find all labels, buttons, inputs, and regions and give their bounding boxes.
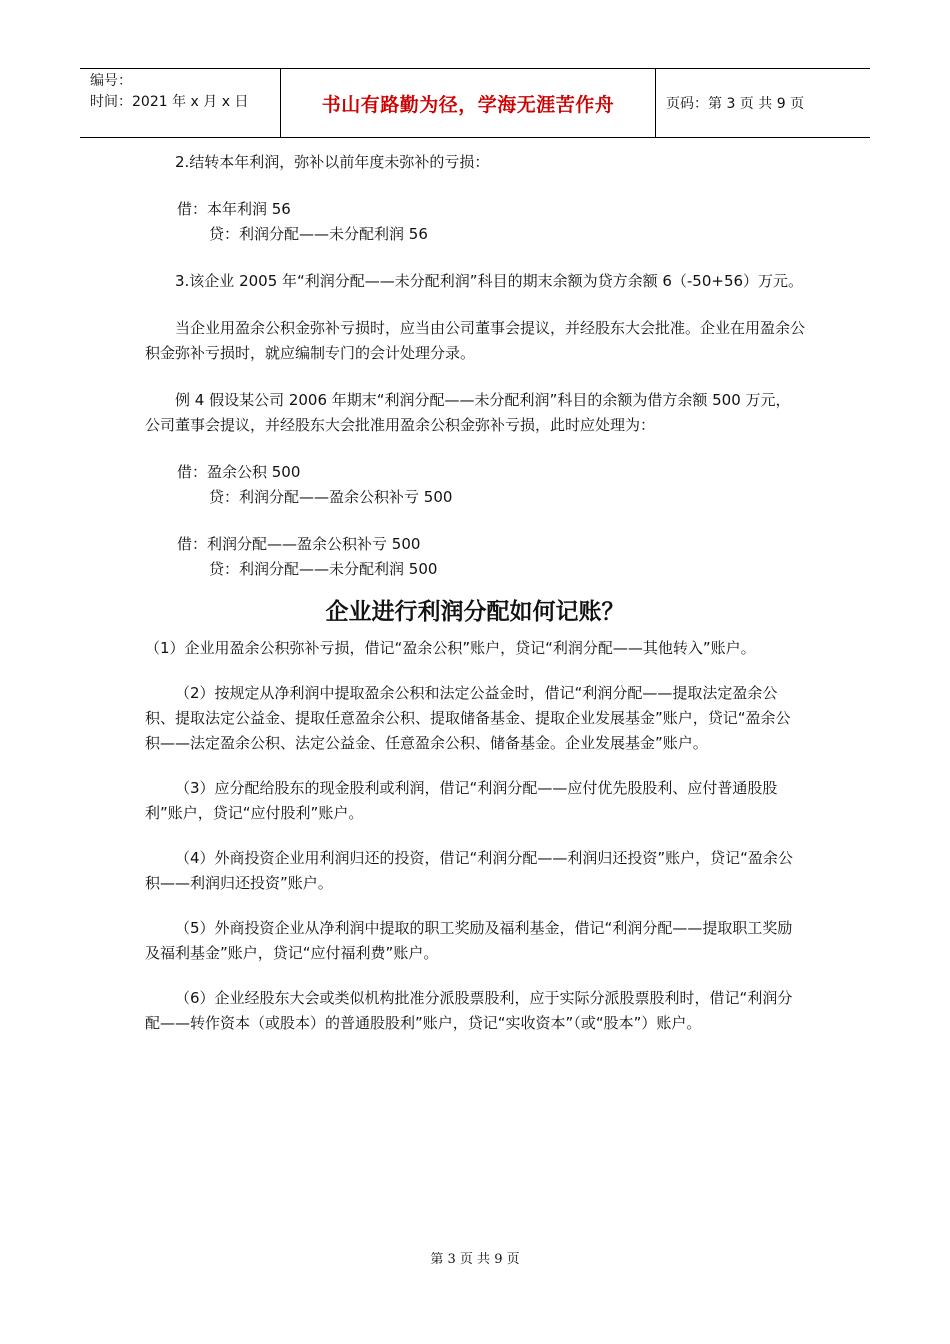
paragraph-step-3: 3.该企业 2005 年“利润分配——未分配利润”科目的期末余额为贷方余额 6（-50+56）万元。: [175, 272, 804, 290]
header-motto: 书山有路勤为径，学海无涯苦作舟: [281, 69, 656, 137]
journal-entry-credit: 贷：利润分配——未分配利润 500: [209, 560, 438, 578]
list-item-1: （1）企业用盈余公积弥补亏损，借记“盈余公积”账户，贷记“利润分配——其他转入”账户。: [145, 639, 756, 657]
document-number-label: 编号：: [90, 73, 132, 89]
list-item-4: （4）外商投资企业用利润归还的投资，借记“利润分配——利润归还投资”账户，贷记“盈余公积——利润归还投资”账户。: [145, 849, 793, 892]
paragraph-step-2: 2.结转本年利润，弥补以前年度未弥补的亏损：: [175, 153, 490, 171]
paragraph-explanation: 当企业用盈余公积金弥补亏损时，应当由公司董事会提议，并经股东大会批准。企业在用盈余公积金弥补亏损时，就应编制专门的会计处理分录。: [145, 319, 806, 362]
journal-entry-credit: 贷：利润分配——盈余公积补亏 500: [209, 488, 453, 506]
journal-entry-debit: 借：盈余公积 500: [177, 463, 301, 481]
document-body: [145, 150, 805, 1036]
journal-entry-debit: 借：利润分配——盈余公积补亏 500: [177, 535, 421, 553]
page-footer: 第 3 页 共 9 页: [430, 1252, 520, 1267]
list-item-3: （3）应分配给股东的现金股利或利润，借记“利润分配——应付优先股股利、应付普通股股利”账户，贷记“应付股利”账户。: [145, 779, 778, 822]
page-header: [80, 68, 870, 138]
journal-entry-credit: 贷：利润分配——未分配利润 56: [209, 225, 428, 243]
list-item-6: （6）企业经股东大会或类似机构批准分派股票股利，应于实际分派股票股利时，借记“利润分配——转作资本（或股本）的普通股股利”账户，贷记“实收资本”（或“股本”）账户。: [145, 989, 793, 1032]
section-heading: 企业进行利润分配如何记账？: [325, 599, 625, 625]
document-date: 时间：2021 年 x 月 x 日: [90, 94, 249, 110]
journal-entry-debit: 借：本年利润 56: [177, 200, 291, 218]
header-meta: [80, 69, 281, 137]
list-item-2: （2）按规定从净利润中提取盈余公积和法定公益金时，借记“利润分配——提取法定盈余公积、提取法定公益金、提取任意盈余公积、提取储备基金、提取企业发展基金”账户，贷记“盈余公积——法定盈余公积、法定公益金、任意盈余公积、储备基金。企业发展基金”账户。: [145, 684, 791, 752]
header-page-info: 页码：第 3 页 共 9 页: [666, 96, 805, 112]
list-item-5: （5）外商投资企业从净利润中提取的职工奖励及福利基金，借记“利润分配——提取职工奖励及福利基金”账户，贷记“应付福利费”账户。: [145, 919, 793, 962]
paragraph-example-4: 例 4 假设某公司 2006 年期末“利润分配——未分配利润”科目的余额为借方余额 500 万元，公司董事会提议，并经股东大会批准用盈余公积金弥补亏损，此时应处理为：: [145, 391, 791, 434]
